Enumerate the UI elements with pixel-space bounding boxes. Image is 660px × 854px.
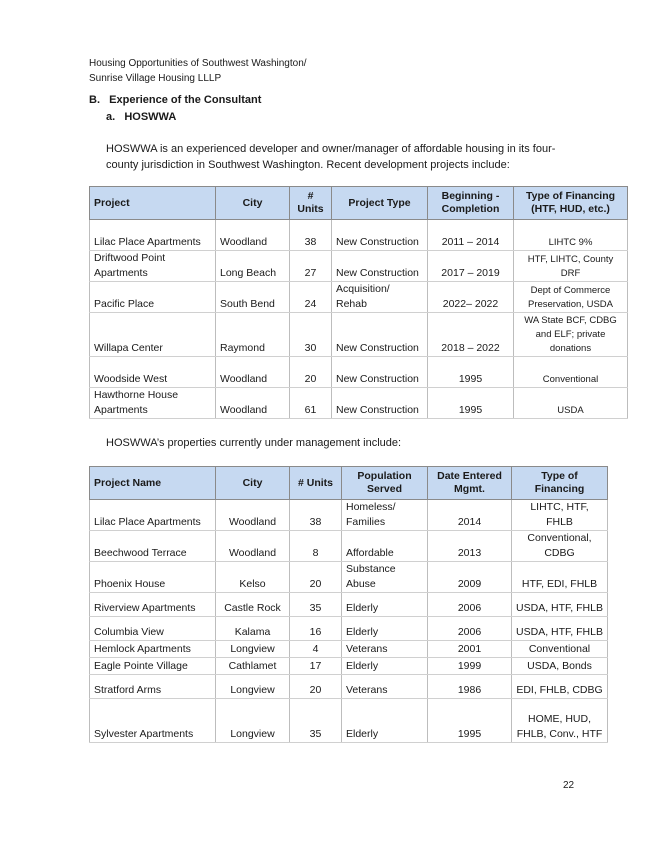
managed-properties-table (89, 466, 608, 743)
cell-project-name: Stratford Arms (90, 675, 216, 699)
cell-units: 30 (290, 313, 332, 357)
cell-project-name: Eagle Pointe Village (90, 658, 216, 675)
cell-population: Veterans (342, 641, 428, 658)
table-row (90, 562, 608, 593)
cell-units: 20 (290, 675, 342, 699)
subsection-a-heading: a. HOSWWA (106, 111, 177, 123)
cell-date-entered: 1986 (428, 675, 512, 699)
cell-financing: LIHTC 9% (514, 220, 628, 251)
cell-units: 35 (290, 699, 342, 743)
management-intro: HOSWWA’s properties currently under management include: (106, 437, 402, 449)
cell-financing: USDA, HTF, FHLB (512, 617, 608, 641)
cell-population: Elderly (342, 658, 428, 675)
cell-project-name: Columbia View (90, 617, 216, 641)
table-row (90, 282, 628, 313)
cell-city: Longview (216, 641, 290, 658)
header-line-2: Sunrise Village Housing LLLP (89, 73, 222, 84)
table-row (90, 617, 608, 641)
cell-financing: LIHTC, HTF, FHLB (512, 500, 608, 531)
table-row (90, 500, 608, 531)
cell-units: 20 (290, 357, 332, 388)
cell-dates: 1995 (428, 388, 514, 419)
cell-city: Raymond (216, 313, 290, 357)
table-row (90, 220, 628, 251)
cell-dates: 2018 – 2022 (428, 313, 514, 357)
cell-population: Elderly (342, 617, 428, 641)
table-header-row (90, 187, 628, 220)
cell-city: Kalama (216, 617, 290, 641)
cell-financing: HOME, HUD, FHLB, Conv., HTF (512, 699, 608, 743)
table-row (90, 593, 608, 617)
cell-date-entered: 1995 (428, 699, 512, 743)
document-header (89, 56, 307, 86)
development-projects-table (89, 186, 628, 419)
cell-units: 38 (290, 500, 342, 531)
table-row (90, 699, 608, 743)
col-header-project-name: Project Name (90, 467, 216, 500)
cell-units: 24 (290, 282, 332, 313)
cell-project: Hawthorne House Apartments (90, 388, 216, 419)
col-header-financing: Type of Financing (512, 467, 608, 500)
table-row (90, 675, 608, 699)
cell-financing: Conventional (514, 357, 628, 388)
cell-financing: Dept of Commerce Preservation, USDA (514, 282, 628, 313)
cell-units: 38 (290, 220, 332, 251)
cell-date-entered: 2014 (428, 500, 512, 531)
col-header-project: Project (90, 187, 216, 220)
table-row (90, 641, 608, 658)
cell-project-name: Riverview Apartments (90, 593, 216, 617)
cell-city: South Bend (216, 282, 290, 313)
cell-dates: 2017 – 2019 (428, 251, 514, 282)
header-line-1: Housing Opportunities of Southwest Washington/ (89, 58, 307, 69)
cell-population: Homeless/ Families (342, 500, 428, 531)
cell-project-type: New Construction (332, 357, 428, 388)
cell-population: Elderly (342, 699, 428, 743)
cell-units: 16 (290, 617, 342, 641)
col-header-city: City (216, 467, 290, 500)
cell-date-entered: 2001 (428, 641, 512, 658)
col-header-financing: Type of Financing (HTF, HUD, etc.) (514, 187, 628, 220)
cell-units: 20 (290, 562, 342, 593)
cell-financing: WA State BCF, CDBG and ELF; private donations (514, 313, 628, 357)
cell-units: 8 (290, 531, 342, 562)
cell-financing: HTF, EDI, FHLB (512, 562, 608, 593)
cell-dates: 2022– 2022 (428, 282, 514, 313)
table-row (90, 531, 608, 562)
cell-project-name: Lilac Place Apartments (90, 500, 216, 531)
cell-population: Elderly (342, 593, 428, 617)
cell-population: Veterans (342, 675, 428, 699)
cell-financing: EDI, FHLB, CDBG (512, 675, 608, 699)
page-number: 22 (563, 780, 575, 791)
col-header-units: # Units (290, 187, 332, 220)
table-row (90, 658, 608, 675)
cell-project: Willapa Center (90, 313, 216, 357)
cell-city: Woodland (216, 500, 290, 531)
intro-paragraph: HOSWWA is an experienced developer and owner/manager of affordable housing in its four-county jurisdiction in Southwest Washington. Recent development projects include: (106, 143, 556, 171)
cell-date-entered: 2006 (428, 617, 512, 641)
cell-city: Castle Rock (216, 593, 290, 617)
cell-project: Pacific Place (90, 282, 216, 313)
table-row (90, 357, 628, 388)
cell-project-type: New Construction (332, 388, 428, 419)
table-row (90, 388, 628, 419)
cell-dates: 1995 (428, 357, 514, 388)
table-row (90, 251, 628, 282)
col-header-dates: Beginning - Completion (428, 187, 514, 220)
cell-city: Woodland (216, 388, 290, 419)
cell-date-entered: 2013 (428, 531, 512, 562)
cell-financing: HTF, LIHTC, County DRF (514, 251, 628, 282)
cell-units: 17 (290, 658, 342, 675)
cell-city: Kelso (216, 562, 290, 593)
cell-date-entered: 2006 (428, 593, 512, 617)
cell-financing: USDA, HTF, FHLB (512, 593, 608, 617)
cell-city: Woodland (216, 357, 290, 388)
cell-project-name: Hemlock Apartments (90, 641, 216, 658)
cell-financing: USDA (514, 388, 628, 419)
cell-date-entered: 2009 (428, 562, 512, 593)
col-header-date-entered: Date Entered Mgmt. (428, 467, 512, 500)
cell-city: Long Beach (216, 251, 290, 282)
col-header-city: City (216, 187, 290, 220)
cell-project-name: Phoenix House (90, 562, 216, 593)
cell-dates: 2011 – 2014 (428, 220, 514, 251)
cell-city: Cathlamet (216, 658, 290, 675)
cell-population: Substance Abuse (342, 562, 428, 593)
table-header-row (90, 467, 608, 500)
cell-project-type: Acquisition/ Rehab (332, 282, 428, 313)
cell-project-type: New Construction (332, 313, 428, 357)
cell-project: Woodside West (90, 357, 216, 388)
cell-population: Affordable (342, 531, 428, 562)
cell-city: Woodland (216, 531, 290, 562)
cell-date-entered: 1999 (428, 658, 512, 675)
cell-financing: USDA, Bonds (512, 658, 608, 675)
cell-project-type: New Construction (332, 220, 428, 251)
cell-project-name: Beechwood Terrace (90, 531, 216, 562)
cell-project: Driftwood Point Apartments (90, 251, 216, 282)
cell-financing: Conventional (512, 641, 608, 658)
cell-project-type: New Construction (332, 251, 428, 282)
section-b-heading: B. Experience of the Consultant (89, 94, 262, 106)
cell-project-name: Sylvester Apartments (90, 699, 216, 743)
cell-city: Woodland (216, 220, 290, 251)
cell-city: Longview (216, 675, 290, 699)
cell-financing: Conventional, CDBG (512, 531, 608, 562)
cell-project: Lilac Place Apartments (90, 220, 216, 251)
cell-units: 27 (290, 251, 332, 282)
cell-city: Longview (216, 699, 290, 743)
col-header-population: Population Served (342, 467, 428, 500)
cell-units: 4 (290, 641, 342, 658)
table-row (90, 313, 628, 357)
col-header-units: # Units (290, 467, 342, 500)
cell-units: 61 (290, 388, 332, 419)
col-header-project-type: Project Type (332, 187, 428, 220)
cell-units: 35 (290, 593, 342, 617)
